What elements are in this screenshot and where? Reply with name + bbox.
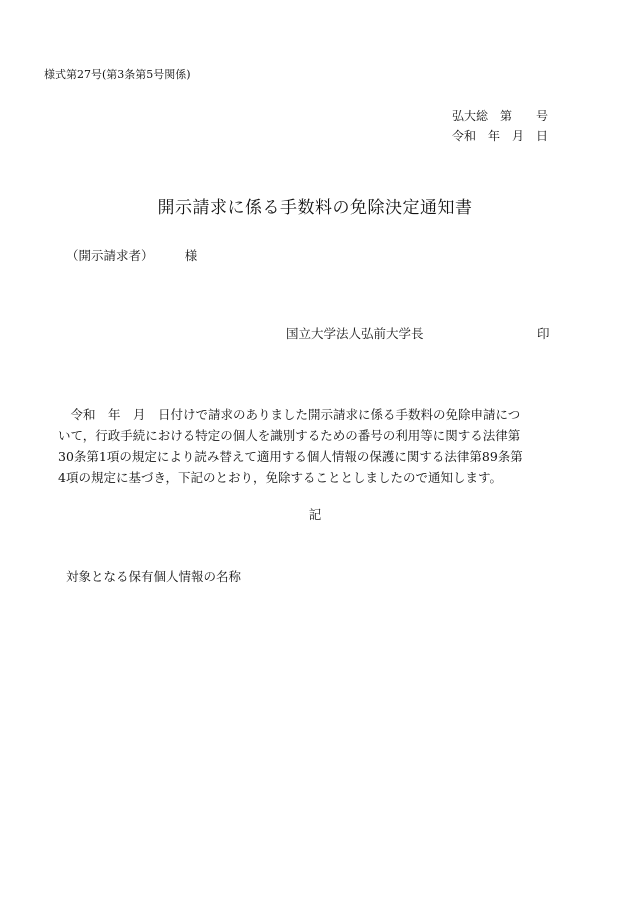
body-line: 4項の規定に基づき，下記のとおり，免除することとしましたので通知します。 [58,470,502,485]
issuer-name: 国立大学法人弘前大学長 [286,326,424,341]
body-line: 30条第1項の規定により読み替えて適用する個人情報の保護に関する法律第89条第 [58,449,523,464]
body-line: いて，行政手続における特定の個人を識別するための番号の利用等に関する法律第 [58,428,521,443]
reference-number: 弘大総 第 号 [452,109,549,123]
document-title: 開示請求に係る手数料の免除決定通知書 [157,198,473,218]
seal-mark: 印 [537,326,550,341]
issue-date: 令和 年 月 日 [452,129,549,143]
reference-block [452,106,548,146]
ki-heading: 記 [308,507,322,522]
addressee: （開示請求者） 様 [66,248,198,263]
notice-body [58,404,566,488]
body-line: 令和 年 月 日付けで請求のありました開示請求に係る手数料の免除申請につ [58,407,521,422]
subject-label: 対象となる保有個人情報の名称 [66,569,242,584]
form-number: 様式第27号(第3条第5号関係) [44,68,191,81]
